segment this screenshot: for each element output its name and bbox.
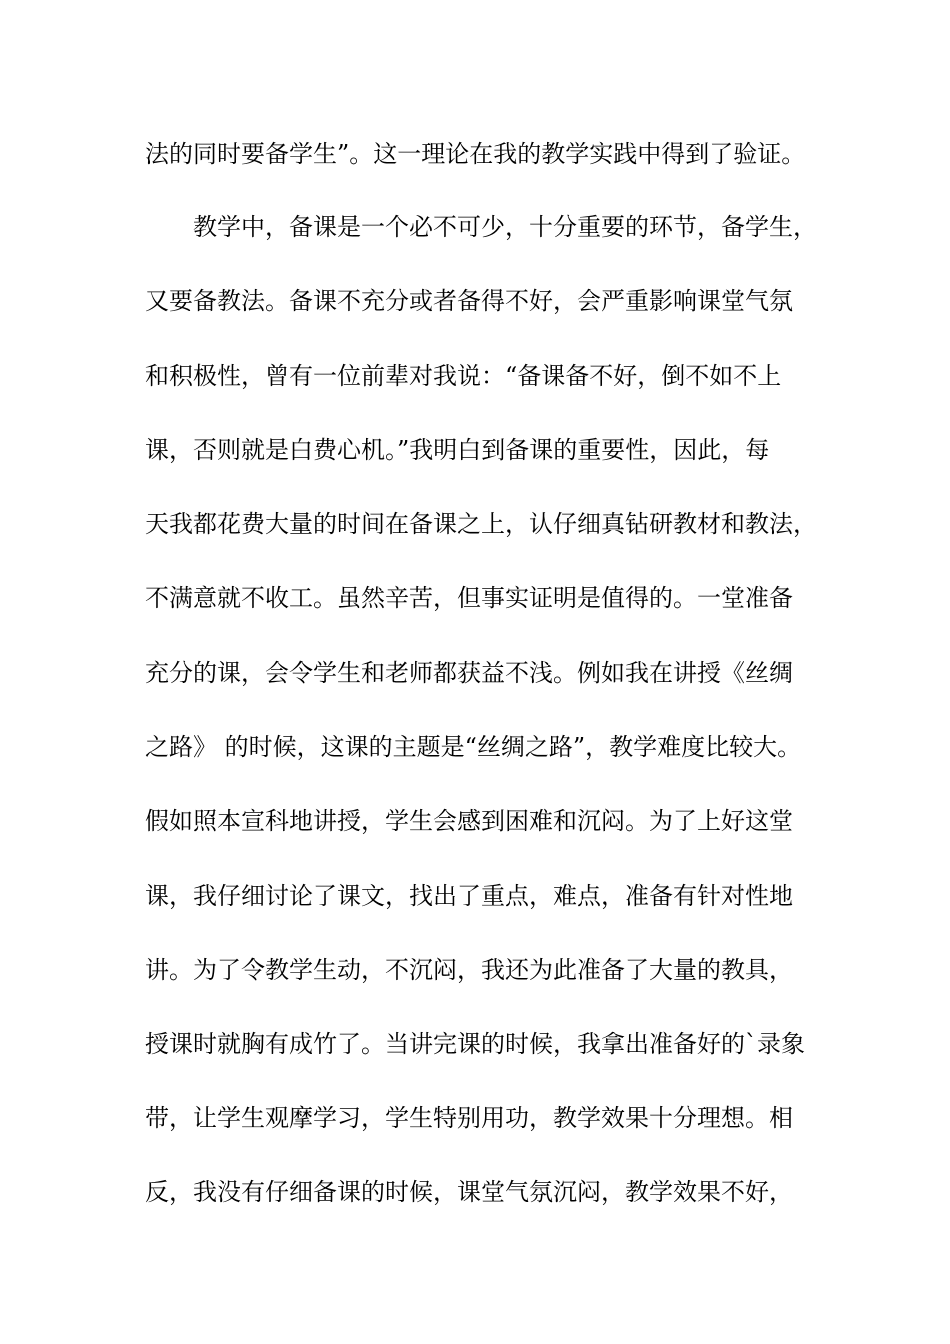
text-line-15: 反，我没有仔细备课的时候，课堂气氛沉闷，教学效果不好， (145, 1178, 793, 1206)
text-line-3: 又要备教法。备课不充分或者备得不好，会严重影响课堂气氛 (145, 287, 793, 315)
text-line-9: 之路》 的时候，这课的主题是“丝绸之路”，教学难度比较大。 (145, 733, 802, 761)
text-line-1: 法的同时要备学生”。这一理论在我的教学实践中得到了验证。 (145, 140, 806, 168)
text-line-4: 和积极性，曾有一位前辈对我说：“备课备不好，倒不如不上 (145, 362, 782, 390)
text-line-13: 授课时就胸有成竹了。当讲完课的时候，我拿出准备好的`录象 (145, 1030, 805, 1058)
text-line-14: 带，让学生观摩学习，学生特别用功，教学效果十分理想。相 (145, 1104, 793, 1132)
text-line-11: 课，我仔细讨论了课文，找出了重点，难点，准备有针对性地 (145, 882, 793, 910)
text-line-7: 不满意就不收工。虽然辛苦，但事实证明是值得的。一堂准备 (145, 584, 793, 612)
text-line-5: 课，否则就是白费心机。”我明白到备课的重要性，因此，每 (145, 436, 770, 464)
text-line-12: 讲。为了令教学生动，不沉闷，我还为此准备了大量的教具， (145, 956, 793, 984)
text-line-8: 充分的课，会令学生和老师都获益不浅。例如我在讲授《丝绸 (145, 659, 793, 687)
text-line-6: 天我都花费大量的时间在备课之上，认仔细真钻研教材和教法， (145, 510, 817, 538)
text-line-10: 假如照本宣科地讲授，学生会感到困难和沉闷。为了上好这堂 (145, 807, 793, 835)
text-line-2: 教学中，备课是一个必不可少，十分重要的环节，备学生， (193, 213, 817, 241)
